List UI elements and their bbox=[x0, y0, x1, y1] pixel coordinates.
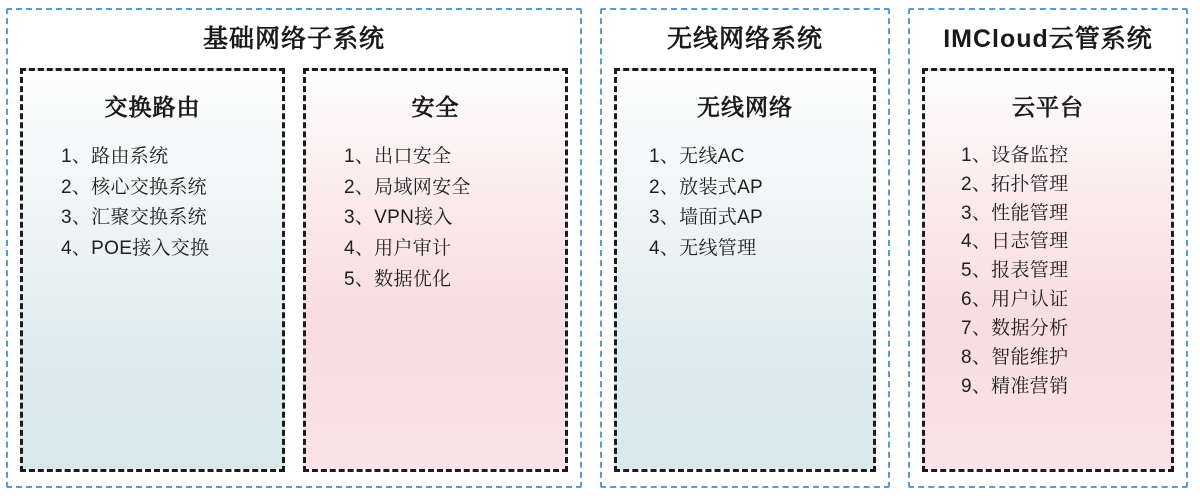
list-item: 6、用户认证 bbox=[961, 289, 1069, 311]
list-item: 9、精准营销 bbox=[961, 375, 1069, 397]
group-panels bbox=[20, 68, 568, 473]
list-item: 2、拓扑管理 bbox=[961, 173, 1069, 195]
card-wireless-network bbox=[614, 68, 876, 473]
group-title: 无线网络系统 bbox=[666, 25, 823, 53]
list-item: 3、墙面式AP bbox=[649, 207, 764, 229]
group-basic-network bbox=[6, 8, 582, 488]
list-item: 3、汇聚交换系统 bbox=[61, 207, 207, 229]
list-item: 3、VPN接入 bbox=[344, 207, 453, 229]
card-title: 交换路由 bbox=[104, 93, 201, 120]
list-item: 4、用户审计 bbox=[344, 238, 452, 260]
card-title: 安全 bbox=[411, 93, 460, 120]
item-list bbox=[33, 142, 272, 265]
list-item: 2、核心交换系统 bbox=[61, 176, 207, 198]
group-imcloud-management bbox=[908, 8, 1188, 488]
card-title: 无线网络 bbox=[697, 93, 793, 120]
list-item: 4、日志管理 bbox=[961, 231, 1069, 253]
list-item: 1、出口安全 bbox=[344, 145, 452, 167]
list-item: 7、数据分析 bbox=[961, 318, 1069, 340]
list-item: 5、报表管理 bbox=[961, 260, 1069, 282]
group-title: IMCloud云管系统 bbox=[943, 25, 1153, 53]
list-item: 2、局域网安全 bbox=[344, 176, 471, 198]
item-list bbox=[316, 142, 555, 296]
list-item: 1、路由系统 bbox=[61, 145, 169, 167]
group-wireless-network bbox=[600, 8, 890, 488]
list-item: 1、无线AC bbox=[649, 145, 745, 167]
card-switching-routing bbox=[20, 68, 285, 473]
list-item: 3、性能管理 bbox=[961, 202, 1069, 224]
list-item: 4、无线管理 bbox=[649, 238, 757, 260]
card-security bbox=[303, 68, 568, 473]
list-item: 5、数据优化 bbox=[344, 268, 452, 290]
item-list bbox=[627, 142, 863, 265]
list-item: 2、放装式AP bbox=[649, 176, 764, 198]
group-title: 基础网络子系统 bbox=[202, 25, 385, 53]
card-cloud-platform bbox=[922, 68, 1174, 473]
group-panels bbox=[614, 68, 876, 473]
card-title: 云平台 bbox=[1012, 93, 1084, 120]
list-item: 8、智能维护 bbox=[961, 346, 1069, 368]
group-panels bbox=[922, 68, 1174, 473]
item-list bbox=[935, 142, 1161, 402]
list-item: 1、设备监控 bbox=[961, 144, 1069, 166]
list-item: 4、POE接入交换 bbox=[61, 238, 210, 260]
